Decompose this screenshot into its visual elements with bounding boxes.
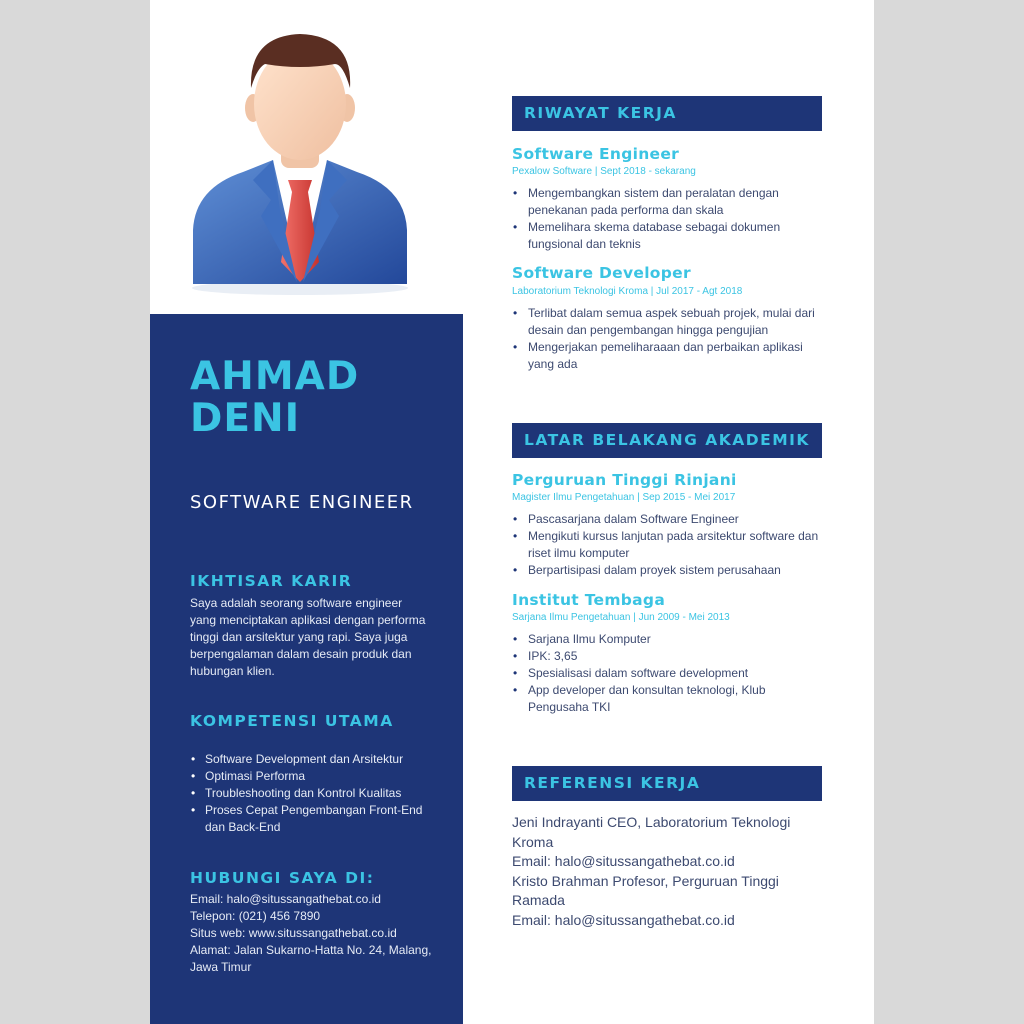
job-duties xyxy=(512,305,822,373)
skills-list xyxy=(190,751,430,836)
full-name xyxy=(190,356,359,440)
profile-sidebar xyxy=(150,314,463,1024)
reference-name: Kristo Brahman Profesor, Perguruan Tinggi Ramada xyxy=(512,872,779,909)
summary-text: Saya adalah seorang software engineer yang menciptakan aplikasi dengan performa tinggi dan arsitektur yang rapi. Saya juga berpengalaman dalam desain produk dan hubungan klien. xyxy=(190,596,426,678)
school-detail: • Sarjana Ilmu Komputer xyxy=(512,631,822,648)
job-duty: • Mengerjakan pemeliharaaan dan perbaikan aplikasi yang ada xyxy=(512,339,822,373)
job-company-dates: Pexalow Software | Sept 2018 - sekarang xyxy=(512,166,696,177)
school-degree-dates: Sarjana Ilmu Pengetahuan | Jun 2009 - Mei 2013 xyxy=(512,612,730,623)
businessman-avatar-icon xyxy=(185,30,415,300)
school-detail: • Mengikuti kursus lanjutan pada arsitektur software dan riset ilmu komputer xyxy=(512,528,822,562)
contact-address: Alamat: Jalan Sukarno-Hatta No. 24, Malang, Jawa Timur xyxy=(190,943,432,974)
school-details xyxy=(512,631,822,716)
job-role: SOFTWARE ENGINEER xyxy=(190,492,414,513)
school-detail: • Berpartisipasi dalam proyek sistem perusahaan xyxy=(512,562,822,579)
school-name: Institut Tembaga xyxy=(512,591,666,609)
job-title: Software Engineer xyxy=(512,145,680,163)
job-title: Software Developer xyxy=(512,264,691,282)
job-duty: • Mengembangkan sistem dan peralatan dengan penekanan pada performa dan skala xyxy=(512,185,822,219)
references-heading: REFERENSI KERJA xyxy=(512,766,822,801)
skill-item: • Troubleshooting dan Kontrol Kualitas xyxy=(190,785,430,802)
summary-heading: IKHTISAR KARIR xyxy=(190,572,353,590)
school-degree-dates: Magister Ilmu Pengetahuan | Sep 2015 - Mei 2017 xyxy=(512,492,736,503)
school-details xyxy=(512,511,822,579)
skill-item: • Proses Cepat Pengembangan Front-End dan Back-End xyxy=(190,802,430,836)
references-list xyxy=(512,813,812,931)
contact-phone: Telepon: (021) 456 7890 xyxy=(190,909,321,923)
last-name: DENI xyxy=(190,396,301,441)
skill-item: • Software Development dan Arsitektur xyxy=(190,751,430,768)
work-history-heading: RIWAYAT KERJA xyxy=(512,96,822,131)
reference-email: Email: halo@situssangathebat.co.id xyxy=(512,911,735,928)
job-duty: • Memelihara skema database sebagai dokumen fungsional dan teknis xyxy=(512,219,822,253)
school-detail: • Pascasarjana dalam Software Engineer xyxy=(512,511,822,528)
skill-item: • Optimasi Performa xyxy=(190,768,430,785)
school-name: Perguruan Tinggi Rinjani xyxy=(512,471,737,489)
school-detail: • IPK: 3,65 xyxy=(512,648,822,665)
reference-name: Jeni Indrayanti CEO, Laboratorium Teknologi Kroma xyxy=(512,814,791,850)
job-duty: • Terlibat dalam semua aspek sebuah projek, mulai dari desain dan pengembangan hingga pengujian xyxy=(512,305,822,339)
contact-email: Email: halo@situssangathebat.co.id xyxy=(190,892,381,906)
contact-website: Situs web: www.situssangathebat.co.id xyxy=(190,926,397,940)
job-company-dates: Laboratorium Teknologi Kroma | Jul 2017 - Agt 2018 xyxy=(512,286,743,297)
education-heading: LATAR BELAKANG AKADEMIK xyxy=(512,423,822,458)
school-detail: • App developer dan konsultan teknologi, Klub Pengusaha TKI xyxy=(512,682,822,716)
school-detail: • Spesialisasi dalam software development xyxy=(512,665,822,682)
skills-heading: KOMPETENSI UTAMA xyxy=(190,712,394,730)
contact-details xyxy=(190,891,440,976)
first-name: AHMAD xyxy=(190,354,360,399)
contact-heading: HUBUNGI SAYA DI: xyxy=(190,869,375,887)
reference-email: Email: halo@situssangathebat.co.id xyxy=(512,853,735,870)
job-duties xyxy=(512,185,822,253)
